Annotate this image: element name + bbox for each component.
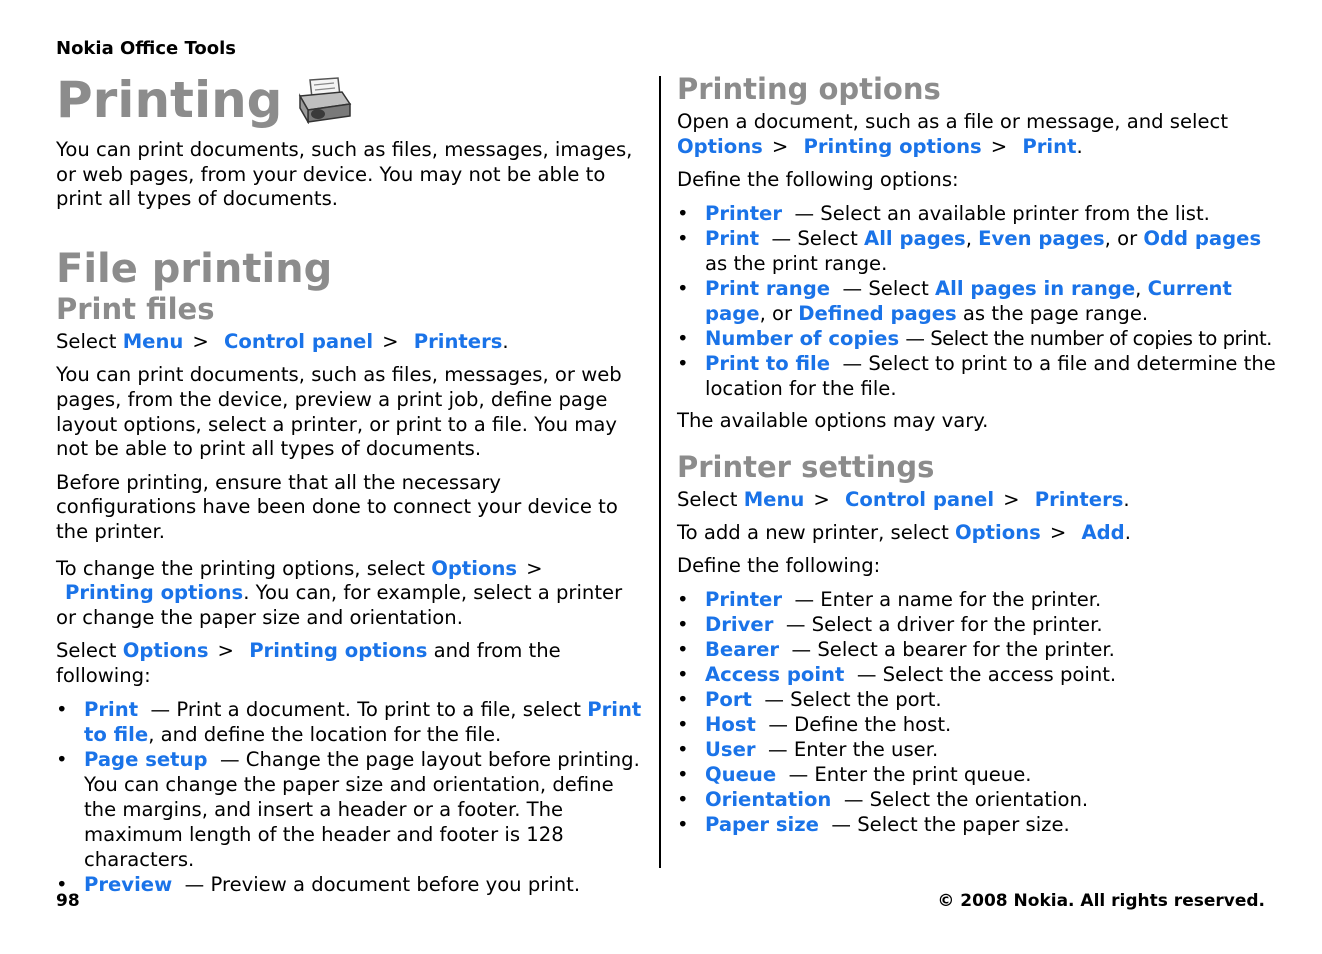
item-label-preview[interactable]: Preview: [84, 873, 173, 897]
item-text: — Select the orientation.: [843, 788, 1089, 812]
printer-settings-define: Define the following:: [677, 554, 881, 578]
list-item: [677, 762, 1277, 787]
link-add[interactable]: Add: [1081, 521, 1125, 545]
link-control-panel[interactable]: Control panel: [224, 330, 374, 354]
link-control-panel[interactable]: Control panel: [845, 487, 995, 511]
nav-separator: >: [1049, 521, 1067, 545]
link-printing-options[interactable]: Printing options: [65, 581, 244, 605]
printing-options-note: The available options may vary.: [677, 409, 989, 433]
item-label-queue[interactable]: Queue: [705, 763, 777, 787]
list-item: [677, 612, 1277, 637]
nav-prefix: Select: [56, 330, 117, 354]
printer-settings-add: To add a new printer, select Options > Add.: [677, 521, 1131, 545]
nav-separator: >: [382, 330, 399, 354]
item-text: — Select to print to a file and determine the location for the file.: [705, 352, 1276, 401]
nav-separator: >: [217, 639, 234, 663]
item-label-print-to-file[interactable]: Print to file: [705, 352, 831, 376]
item-text: — Enter a name for the printer.: [794, 588, 1102, 612]
item-text: — Select: [771, 227, 858, 251]
printing-options-define: Define the following options:: [677, 167, 959, 191]
running-header: Nokia Office Tools: [56, 38, 237, 59]
link-options[interactable]: Options: [677, 134, 763, 158]
print-files-paragraph-3: [56, 557, 646, 631]
link-current-page[interactable]: Current page: [705, 277, 1232, 326]
printing-options-list: [677, 201, 1277, 401]
printer-settings-nav: Select Menu > Control panel > Printers.: [677, 487, 1130, 511]
item-text: — Select the port.: [764, 688, 942, 712]
link-all-pages[interactable]: All pages: [864, 227, 966, 251]
list-item: [677, 687, 1277, 712]
intro-paragraph: You can print documents, such as files, messages, images, or web pages, from your device. You may not be able to print all types of documents.: [56, 138, 633, 211]
item-text: — Select a bearer for the printer.: [791, 638, 1115, 662]
list-item: [677, 712, 1277, 737]
item-text: — Select an available printer from the list.: [794, 202, 1210, 226]
link-print[interactable]: Print: [1022, 134, 1077, 158]
para3-prefix: To change the printing options, select: [56, 556, 425, 580]
heading-print-files: Print files: [56, 292, 215, 327]
item-label-orientation[interactable]: Orientation: [705, 788, 832, 812]
item-label-bearer[interactable]: Bearer: [705, 638, 780, 662]
item-text: , or: [759, 302, 793, 326]
copyright-notice: © 2008 Nokia. All rights reserved.: [937, 891, 1265, 911]
item-text: — Select: [842, 277, 929, 301]
link-menu[interactable]: Menu: [122, 330, 184, 354]
item-text: as the page range.: [962, 302, 1149, 326]
add-prefix: To add a new printer, select: [677, 521, 949, 545]
link-printing-options[interactable]: Printing options: [803, 134, 982, 158]
link-printing-options[interactable]: Printing options: [249, 639, 428, 663]
item-text: — Define the host.: [768, 713, 952, 737]
item-label-port[interactable]: Port: [705, 688, 752, 712]
nav-separator: >: [990, 134, 1008, 158]
list-item: [677, 787, 1277, 812]
heading-printer-settings: Printer settings: [677, 449, 935, 484]
para4-prefix: Select: [56, 639, 117, 663]
nav-separator: >: [813, 487, 830, 511]
item-text: — Enter the print queue.: [788, 763, 1032, 787]
print-files-paragraph-2: Before printing, ensure that all the necessary configurations have been done to connect your device to the printer.: [56, 470, 618, 544]
list-item: [677, 326, 1277, 351]
item-text: as the print range.: [705, 252, 888, 276]
item-label-printer[interactable]: Printer: [705, 588, 783, 612]
print-files-paragraph-4: [56, 639, 646, 688]
item-text: — Select the paper size.: [831, 813, 1070, 837]
print-files-nav: Select Menu > Control panel > Printers.: [56, 330, 509, 354]
list-item: [677, 812, 1277, 837]
link-print-to-file[interactable]: Print to file: [84, 698, 642, 747]
print-files-paragraph-1: You can print documents, such as files, messages, or web pages, from the device, preview a print job, define page layout options, select a printer, or print to a file. You may not be able to print all types of documents.: [56, 363, 622, 461]
item-label-number-of-copies[interactable]: Number of copies: [705, 327, 900, 351]
link-defined-pages[interactable]: Defined pages: [798, 302, 957, 326]
nav-prefix: Select: [677, 487, 738, 511]
link-options[interactable]: Options: [954, 521, 1041, 545]
list-item: [56, 872, 646, 897]
item-label-paper-size[interactable]: Paper size: [705, 813, 819, 837]
item-text: — Select a driver for the printer.: [785, 613, 1103, 637]
page-number: 98: [56, 891, 80, 911]
print-files-list: [56, 697, 646, 897]
page-title-text: Printing: [56, 71, 283, 129]
link-options[interactable]: Options: [122, 639, 209, 663]
heading-printing-options: Printing options: [677, 72, 941, 106]
nav-separator: >: [1003, 487, 1020, 511]
link-printers[interactable]: Printers: [1034, 487, 1124, 511]
list-item: [677, 201, 1277, 226]
right-column: [677, 72, 1277, 845]
item-text: — Select the number of copies to print.: [905, 327, 1272, 351]
section-title-file-printing: File printing: [56, 246, 333, 293]
link-odd-pages[interactable]: Odd pages: [1143, 227, 1262, 251]
para3-suffix: . You can, for example, select a printer or change the paper size and orientation.: [56, 581, 623, 630]
printing-options-intro: Open a document, such as a file or message, and select Options > Printing options > Print.: [677, 110, 1228, 158]
list-item: • Print — Select All pages, Even pages, or Odd pages as the print range.: [677, 226, 1277, 276]
list-item: [56, 697, 646, 747]
item-text: — Preview a document before you print.: [184, 873, 581, 897]
link-even-pages[interactable]: Even pages: [978, 227, 1105, 251]
link-menu[interactable]: Menu: [743, 487, 805, 511]
item-label-driver[interactable]: Driver: [705, 613, 774, 637]
nav-separator: >: [526, 556, 543, 580]
printer-icon: [296, 76, 352, 124]
printer-settings-list: [677, 587, 1277, 837]
list-item: [677, 351, 1277, 401]
link-options[interactable]: Options: [431, 556, 518, 580]
item-label-print[interactable]: Print: [705, 227, 760, 251]
item-label-user[interactable]: User: [705, 738, 756, 762]
column-divider: [659, 76, 661, 868]
item-text: — Select the access point.: [856, 663, 1117, 687]
nav-separator: >: [192, 330, 209, 354]
list-item: [677, 737, 1277, 762]
item-text: , and define the location for the file.: [148, 723, 502, 747]
item-label-access-point[interactable]: Access point: [705, 663, 845, 687]
list-item: [677, 587, 1277, 612]
link-printers[interactable]: Printers: [413, 330, 503, 354]
nav-separator: >: [771, 134, 789, 158]
left-column: [56, 70, 646, 905]
item-label-print[interactable]: Print: [84, 698, 139, 722]
page-title: [56, 70, 646, 130]
list-item: [56, 747, 646, 872]
list-item: [677, 637, 1277, 662]
item-label-host[interactable]: Host: [705, 713, 756, 737]
para4-suffix: and from the following:: [56, 639, 561, 688]
item-label-page-setup[interactable]: Page setup: [84, 748, 208, 772]
item-label-printer[interactable]: Printer: [705, 202, 783, 226]
link-all-pages-in-range[interactable]: All pages in range: [935, 277, 1136, 301]
item-text: — Change the page layout before printing. You can change the paper size and orientation, define the margins, and insert a header or a footer. The maximum length of the header and footer is 128 characters.: [84, 748, 640, 872]
item-text: , or: [1104, 227, 1138, 251]
item-text: — Print a document. To print to a file, select: [150, 698, 581, 722]
item-text: — Enter the user.: [768, 738, 939, 762]
list-item: [677, 662, 1277, 687]
intro-text: Open a document, such as a file or message, and select: [677, 110, 1228, 133]
item-label-print-range[interactable]: Print range: [705, 277, 831, 301]
list-item: • Print range — Select All pages in range, Current page, or Defined pages as the page range.: [677, 276, 1277, 326]
